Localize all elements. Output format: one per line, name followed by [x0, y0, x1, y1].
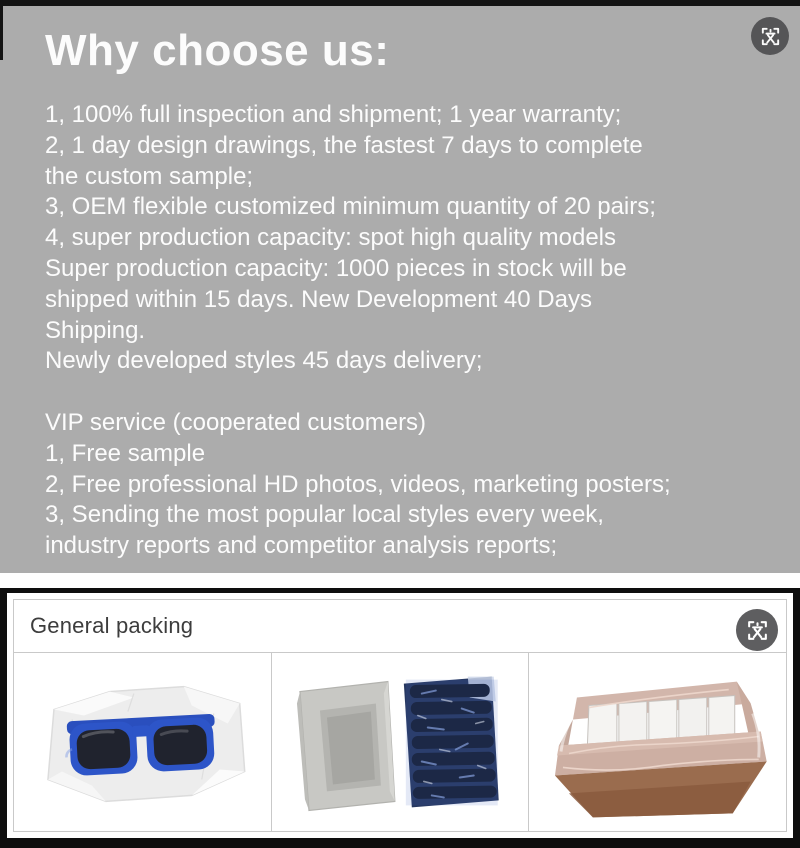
sunglasses-stacked-in-open-box-photo: [272, 653, 529, 831]
sunglasses-in-plastic-bag-photo: [14, 653, 271, 831]
translate-icon: [759, 25, 782, 48]
text-line: 1, 100% full inspection and shipment; 1 year warranty;: [45, 101, 622, 128]
white-boxes-in-carton-photo: [529, 653, 786, 831]
text-line: 3, Sending the most popular local styles every week,: [45, 501, 604, 529]
translate-icon: [745, 618, 770, 643]
packing-image-cell: [271, 653, 529, 831]
text-line: 2, 1 day design drawings, the fastest 7 days to complete: [45, 131, 643, 159]
translate-button[interactable]: [751, 17, 789, 55]
text-line: Shipping.: [45, 316, 146, 344]
left-edge-notch: [0, 6, 3, 60]
panel-title: General packing: [30, 613, 194, 638]
text-line: Newly developed styles 45 days delivery;: [45, 347, 483, 375]
text-line: shipped within 15 days. New Development 40 Days: [45, 285, 592, 313]
text-line: 2, Free professional HD photos, videos, marketing posters;: [45, 470, 671, 498]
why-choose-us-section: [0, 6, 800, 573]
text-line: VIP service (cooperated customers): [45, 408, 427, 436]
packing-image-cell: [14, 653, 271, 831]
section-gap: [0, 573, 800, 588]
section-title: Why choose us:: [45, 26, 390, 75]
text-line: 1, Free sample: [45, 439, 206, 467]
blank-line: [45, 377, 738, 408]
panel-bordered-box: [13, 599, 787, 832]
carton-box: [555, 682, 767, 818]
text-line: Super production capacity: 1000 pieces in stock will be: [45, 254, 627, 282]
open-box-lid: [297, 682, 395, 811]
wrapped-sunglasses-stack: [404, 677, 499, 808]
panel-inner-margin: [7, 593, 793, 838]
translate-button[interactable]: [736, 609, 778, 651]
why-choose-us-text: [45, 100, 738, 562]
packing-images-row: [14, 653, 786, 831]
panel-header: [14, 600, 786, 653]
packing-image-cell: [528, 653, 786, 831]
text-line: 4, super production capacity: spot high quality models: [45, 224, 616, 252]
text-line: industry reports and competitor analysis reports;: [45, 532, 558, 560]
text-line: 3, OEM flexible customized minimum quantity of 20 pairs;: [45, 193, 656, 221]
general-packing-panel: [0, 588, 800, 848]
text-line: the custom sample;: [45, 162, 254, 190]
